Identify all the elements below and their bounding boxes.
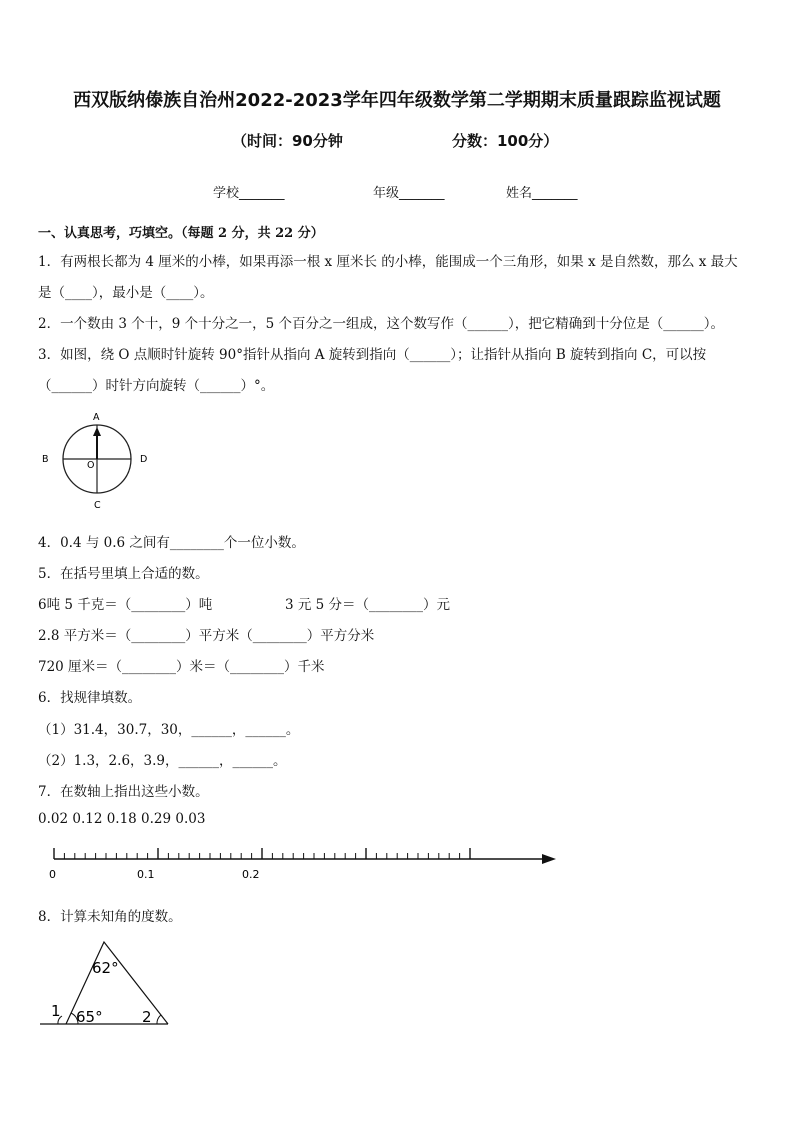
question-5a: 6吨 5 千克＝（________）吨 <box>38 597 213 613</box>
question-6-2: （2）1.3，2.6，3.9，______，______。 <box>38 753 287 769</box>
question-5: 5．在括号里填上合适的数。 <box>38 566 209 582</box>
angle-2-label: 2 <box>142 1008 152 1026</box>
label-b: B <box>42 454 49 465</box>
tick-label-0.2: 0.2 <box>242 868 260 881</box>
section-heading: 一、认真思考，巧填空。（每题 2 分，共 22 分） <box>38 226 324 241</box>
angle-1-label: 1 <box>51 1002 61 1020</box>
label-a: A <box>93 412 100 423</box>
question-1-line-1: 1．有两根长都为 4 厘米的小棒，如果再添一根 x 厘米长 的小棒，能围成一个三角形，如果 x 是自然数，那么 x 最大 <box>38 254 738 270</box>
question-4: 4．0.4 与 0.6 之间有________个一位小数。 <box>38 535 305 551</box>
question-5d: 720 厘米＝（________）米＝（________）千米 <box>38 659 325 675</box>
question-3-line-2: （______）时针方向旋转（______）°。 <box>38 378 275 394</box>
angle-2-arc <box>157 1015 161 1024</box>
question-6-1: （1）31.4，30.7，30，______，______。 <box>38 722 300 738</box>
grade-field: 年级_______ <box>373 186 445 201</box>
page-title: 西双版纳傣族自治州2022-2023学年四年级数学第二学期期末质量跟踪监视试题 <box>73 90 721 111</box>
question-7-values: 0.02 0.12 0.18 0.29 0.03 <box>38 811 206 827</box>
question-5c: 2.8 平方米＝（________）平方米（________）平方分米 <box>38 628 375 644</box>
question-7: 7．在数轴上指出这些小数。 <box>38 784 209 800</box>
number-line-figure <box>40 842 570 886</box>
question-1-line-2: 是（____），最小是（____）。 <box>38 285 214 301</box>
tick-label-0.1: 0.1 <box>137 868 155 881</box>
exam-time: （时间：90分钟 <box>232 132 343 150</box>
name-field: 姓名_______ <box>506 186 578 201</box>
clock-figure <box>36 404 156 514</box>
question-8: 8．计算未知角的度数。 <box>38 909 182 925</box>
label-o: O <box>87 460 95 471</box>
triangle-figure <box>36 936 176 1032</box>
pointer-arrow-icon <box>93 427 101 436</box>
question-6: 6．找规律填数。 <box>38 690 142 706</box>
exam-score: 分数：100分） <box>452 132 559 150</box>
number-line-ticks <box>54 848 470 859</box>
question-5b: 3 元 5 分＝（________）元 <box>285 597 451 613</box>
question-2: 2．一个数由 3 个十，9 个十分之一，5 个百分之一组成，这个数写作（______），把它精确到十分位是（______）。 <box>38 316 725 332</box>
tick-label-0: 0 <box>49 868 56 881</box>
label-d: D <box>140 454 148 465</box>
label-c: C <box>94 500 101 511</box>
angle-65-label: 65° <box>76 1008 103 1026</box>
number-line-arrow-icon <box>542 854 556 864</box>
angle-62-label: 62° <box>92 959 119 977</box>
school-field: 学校_______ <box>213 186 285 201</box>
question-3-line-1: 3．如图，绕 O 点顺时针旋转 90°指针从指向 A 旋转到指向（______）；让指针从指向 B 旋转到指向 C，可以按 <box>38 347 707 363</box>
